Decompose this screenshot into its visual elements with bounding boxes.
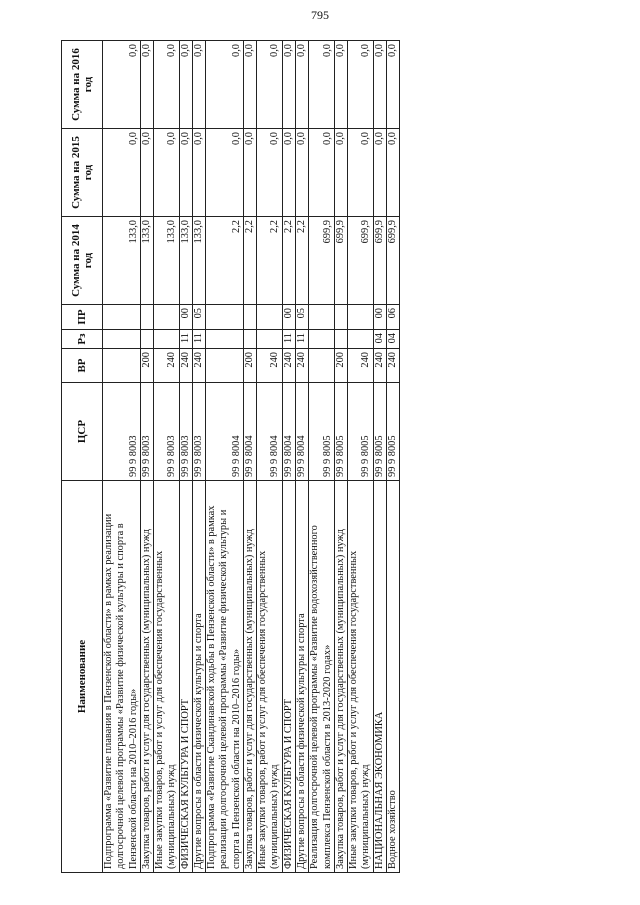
row-sum-2014: 133,0 [103, 217, 141, 305]
row-rz: 11 [282, 330, 295, 349]
table-row [334, 41, 347, 873]
row-rz: 11 [192, 330, 205, 349]
table-row [373, 41, 386, 873]
row-vr: 240 [282, 349, 295, 383]
row-sum-2016: 0,0 [309, 41, 335, 129]
rotated-table-wrapper [61, 41, 566, 873]
row-sum-2016: 0,0 [140, 41, 153, 129]
row-vr: 240 [373, 349, 386, 383]
row-rz [257, 330, 283, 349]
row-sum-2016: 0,0 [206, 41, 244, 129]
row-sum-2016: 0,0 [295, 41, 308, 129]
row-sum-2015: 0,0 [373, 129, 386, 217]
row-vr: 200 [334, 349, 347, 383]
row-name: Другие вопросы в области физической культуры и спорта [295, 481, 308, 873]
row-rz [154, 330, 180, 349]
table-row [154, 41, 180, 873]
row-sum-2015: 0,0 [282, 129, 295, 217]
row-name: Иные закупки товаров, работ и услуг для обеспечения государственных (муниципальных) нужд [257, 481, 283, 873]
row-csr: 99 9 8003 [179, 383, 192, 481]
row-csr: 99 9 8003 [192, 383, 205, 481]
row-pr [348, 305, 374, 330]
table-row [257, 41, 283, 873]
row-sum-2016: 0,0 [192, 41, 205, 129]
row-sum-2016: 0,0 [103, 41, 141, 129]
page-number: 795 [311, 8, 329, 22]
table-row [206, 41, 244, 873]
row-sum-2016: 0,0 [243, 41, 256, 129]
row-sum-2014: 2,2 [295, 217, 308, 305]
row-name: Закупка товаров, работ и услуг для государственных (муниципальных) нужд [140, 481, 153, 873]
row-pr: 00 [282, 305, 295, 330]
table-row [243, 41, 256, 873]
row-name: ФИЗИЧЕСКАЯ КУЛЬТУРА И СПОРТ [179, 481, 192, 873]
row-sum-2014: 2,2 [282, 217, 295, 305]
row-vr [103, 349, 141, 383]
row-csr: 99 9 8003 [140, 383, 153, 481]
row-csr: 99 9 8005 [309, 383, 335, 481]
row-sum-2015: 0,0 [192, 129, 205, 217]
header-sum-2015: Сумма на 2015 год [62, 129, 103, 217]
table-header-row [62, 41, 103, 873]
row-sum-2015: 0,0 [154, 129, 180, 217]
row-pr [140, 305, 153, 330]
row-sum-2016: 0,0 [373, 41, 386, 129]
row-name: Другие вопросы в области физической культуры и спорта [192, 481, 205, 873]
row-sum-2014: 133,0 [140, 217, 153, 305]
row-sum-2014: 133,0 [192, 217, 205, 305]
row-rz: 11 [179, 330, 192, 349]
row-rz [140, 330, 153, 349]
row-rz [103, 330, 141, 349]
row-sum-2014: 699,9 [348, 217, 374, 305]
row-sum-2014: 699,9 [373, 217, 386, 305]
header-csr: ЦСР [62, 383, 103, 481]
row-csr: 99 9 8005 [373, 383, 386, 481]
row-vr [206, 349, 244, 383]
row-sum-2015: 0,0 [334, 129, 347, 217]
row-sum-2016: 0,0 [282, 41, 295, 129]
row-pr: 06 [386, 305, 399, 330]
row-pr: 05 [192, 305, 205, 330]
row-vr: 240 [348, 349, 374, 383]
header-sum-2014: Сумма на 2014 год [62, 217, 103, 305]
row-sum-2015: 0,0 [140, 129, 153, 217]
row-csr: 99 9 8005 [334, 383, 347, 481]
row-sum-2014: 2,2 [243, 217, 256, 305]
row-sum-2015: 0,0 [257, 129, 283, 217]
table-row [386, 41, 399, 873]
row-name: ФИЗИЧЕСКАЯ КУЛЬТУРА И СПОРТ [282, 481, 295, 873]
header-pr: ПР [62, 305, 103, 330]
row-csr: 99 9 8003 [154, 383, 180, 481]
row-sum-2015: 0,0 [243, 129, 256, 217]
row-csr: 99 9 8004 [282, 383, 295, 481]
row-name: Закупка товаров, работ и услуг для государственных (муниципальных) нужд [243, 481, 256, 873]
row-rz: 04 [386, 330, 399, 349]
row-csr: 99 9 8004 [206, 383, 244, 481]
table-row [348, 41, 374, 873]
row-sum-2014: 699,9 [309, 217, 335, 305]
row-pr [257, 305, 283, 330]
row-csr: 99 9 8004 [257, 383, 283, 481]
row-rz [348, 330, 374, 349]
row-pr [103, 305, 141, 330]
row-rz [309, 330, 335, 349]
header-rz: Рз [62, 330, 103, 349]
row-rz: 04 [373, 330, 386, 349]
header-vr: ВР [62, 349, 103, 383]
row-sum-2016: 0,0 [348, 41, 374, 129]
row-sum-2016: 0,0 [257, 41, 283, 129]
row-sum-2014: 699,9 [386, 217, 399, 305]
row-name: Реализация долгосрочной целевой программы «Развитие водохозяйственного комплекса Пензенской области в 2013-2020 годах» [309, 481, 335, 873]
row-name: НАЦИОНАЛЬНАЯ ЭКОНОМИКА [373, 481, 386, 873]
row-vr: 240 [192, 349, 205, 383]
row-name: Закупка товаров, работ и услуг для государственных (муниципальных) нужд [334, 481, 347, 873]
row-sum-2014: 133,0 [179, 217, 192, 305]
table-row [309, 41, 335, 873]
row-sum-2015: 0,0 [179, 129, 192, 217]
row-csr: 99 9 8003 [103, 383, 141, 481]
row-sum-2016: 0,0 [154, 41, 180, 129]
row-pr [154, 305, 180, 330]
row-name: Водное хозяйство [386, 481, 399, 873]
table-row [282, 41, 295, 873]
row-vr: 240 [154, 349, 180, 383]
table-row [179, 41, 192, 873]
row-vr [309, 349, 335, 383]
table-row [140, 41, 153, 873]
row-rz [206, 330, 244, 349]
table-row [192, 41, 205, 873]
budget-table [61, 40, 400, 873]
row-sum-2015: 0,0 [206, 129, 244, 217]
row-vr: 240 [386, 349, 399, 383]
row-vr: 200 [140, 349, 153, 383]
row-pr [243, 305, 256, 330]
row-sum-2016: 0,0 [386, 41, 399, 129]
row-pr [334, 305, 347, 330]
row-sum-2015: 0,0 [103, 129, 141, 217]
row-csr: 99 9 8005 [348, 383, 374, 481]
row-sum-2015: 0,0 [386, 129, 399, 217]
row-vr: 240 [179, 349, 192, 383]
row-pr: 00 [179, 305, 192, 330]
row-pr [309, 305, 335, 330]
row-rz: 11 [295, 330, 308, 349]
row-pr: 00 [373, 305, 386, 330]
table-body [103, 41, 400, 873]
row-vr: 240 [257, 349, 283, 383]
row-csr: 99 9 8004 [243, 383, 256, 481]
row-sum-2016: 0,0 [179, 41, 192, 129]
row-rz [334, 330, 347, 349]
row-csr: 99 9 8005 [386, 383, 399, 481]
table-row [103, 41, 141, 873]
row-name: Иные закупки товаров, работ и услуг для обеспечения государственных (муниципальных) нужд [154, 481, 180, 873]
row-sum-2015: 0,0 [348, 129, 374, 217]
row-name: Подпрограмма «Развитие плавания в Пензенской области» в рамках реализации долгосрочной целевой программы «Развитие физической культуры и спорта в Пензенской области на 2010–2016 годы» [103, 481, 141, 873]
row-sum-2014: 2,2 [257, 217, 283, 305]
header-sum-2016: Сумма на 2016 год [62, 41, 103, 129]
row-sum-2016: 0,0 [334, 41, 347, 129]
row-pr: 05 [295, 305, 308, 330]
row-sum-2015: 0,0 [295, 129, 308, 217]
row-sum-2015: 0,0 [309, 129, 335, 217]
row-rz [243, 330, 256, 349]
header-name: Наименование [62, 481, 103, 873]
row-sum-2014: 699,9 [334, 217, 347, 305]
row-vr: 200 [243, 349, 256, 383]
row-pr [206, 305, 244, 330]
row-name: Подпрограмма «Развитие Скандинавской ходьбы в Пензенской области» в рамках реализации долгосрочной целевой программы «Развитие физической культуры и спорта в Пензенской области на 2010–2016 годы» [206, 481, 244, 873]
table-row [295, 41, 308, 873]
row-sum-2014: 133,0 [154, 217, 180, 305]
row-name: Иные закупки товаров, работ и услуг для обеспечения государственных (муниципальных) нужд [348, 481, 374, 873]
row-csr: 99 9 8004 [295, 383, 308, 481]
row-sum-2014: 2,2 [206, 217, 244, 305]
row-vr: 240 [295, 349, 308, 383]
